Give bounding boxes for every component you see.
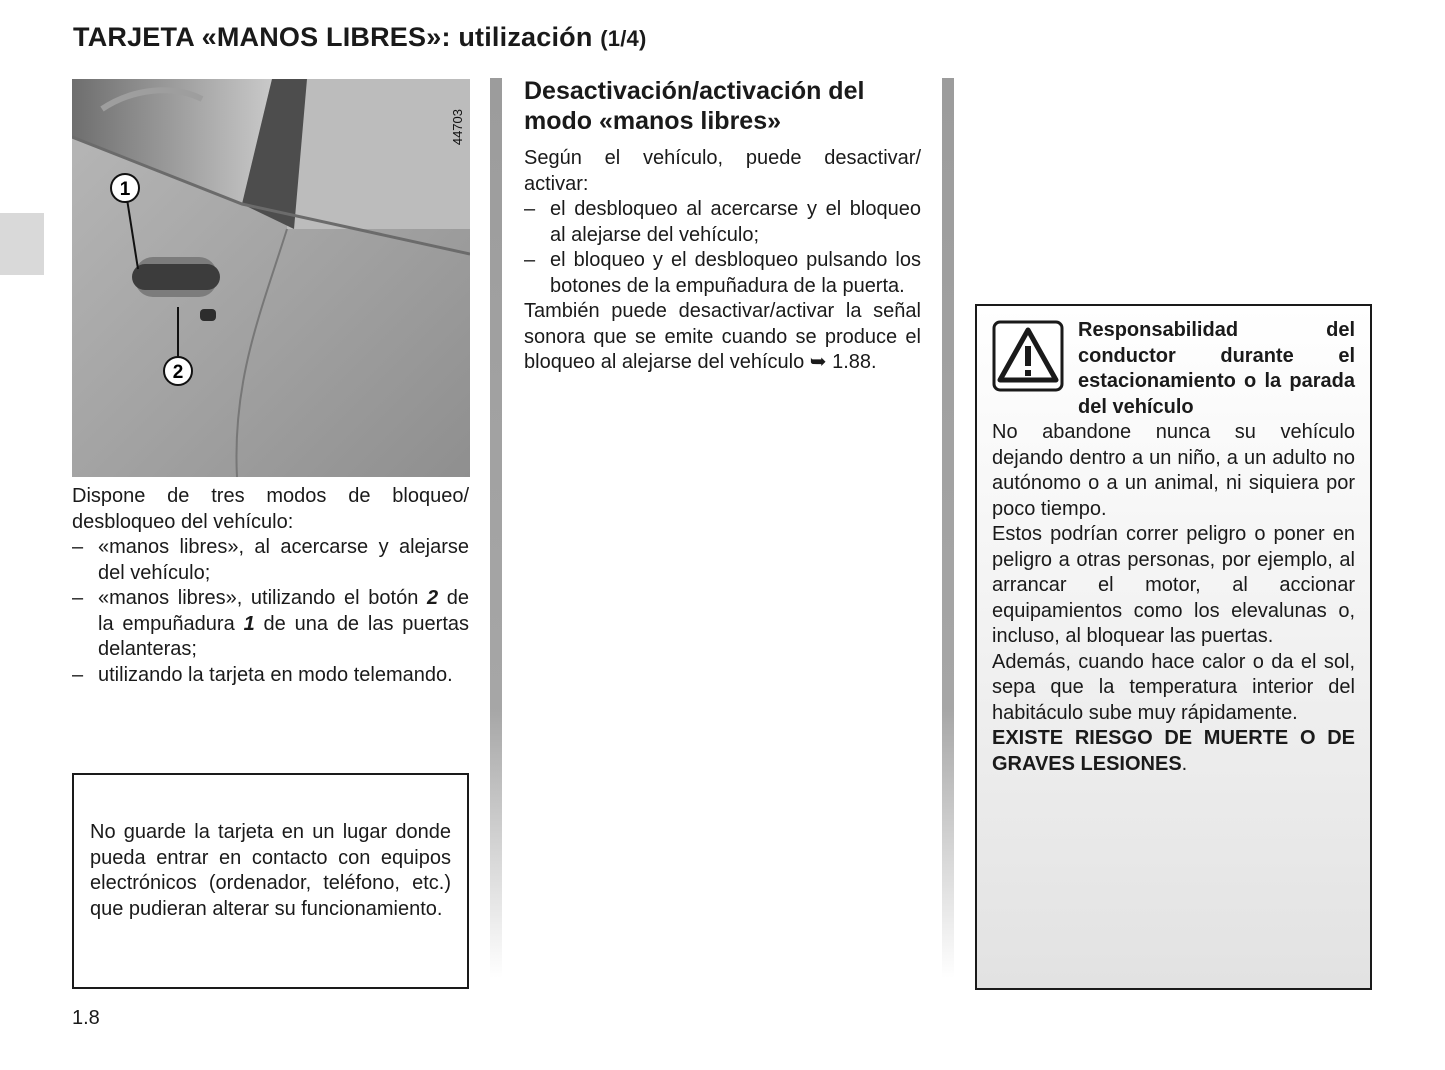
warning-box: [975, 304, 1372, 990]
column-divider-right: [942, 78, 954, 978]
section-heading: Desactivación/activación del modo «manos libres»: [524, 77, 865, 135]
warning-paragraph-3: Además, cuando hace calor o da el sol, sepa que la temperatura interior del habitáculo sube muy rápidamente.: [992, 650, 1355, 724]
note-text: No guarde la tarjeta en un lugar donde pueda entrar en contacto con equipos electrónicos (ordenador, teléfono, etc.) que pudieran alterar su funcionamiento.: [90, 821, 451, 920]
lock-modes-list: [72, 535, 469, 688]
warning-header: [992, 318, 1355, 420]
rear-window: [287, 79, 470, 229]
warning-title: Responsabilidad del conductor durante el estacionamiento o la parada del vehículo: [1078, 319, 1355, 418]
page-ref: 1.88.: [832, 351, 877, 373]
list-item: [72, 586, 469, 663]
chapter-tab: [0, 213, 44, 275]
page-title-part: (1/4): [600, 26, 647, 51]
list-item: – utilizando la tarjeta en modo telemando.: [72, 663, 469, 689]
handle-ref: 1: [243, 612, 255, 635]
left-column-text: [72, 484, 469, 688]
handle-button: [200, 309, 216, 321]
button-ref: 2: [426, 587, 439, 609]
figure-ref-number: 44703: [450, 109, 465, 146]
middle-paragraph: [524, 299, 921, 376]
column-divider-left: [490, 78, 502, 978]
list-item: – «manos libres», al acercarse y alejarse del vehículo;: [72, 535, 469, 586]
door-handle: [132, 264, 220, 290]
callout-label-2: 2: [172, 362, 184, 383]
warning-risk-period: .: [1181, 752, 1188, 775]
middle-column-text: [524, 146, 921, 376]
list-item-text: «manos libres», utilizando el botón: [98, 587, 419, 609]
page-title-main: TARJETA «MANOS LIBRES»: utilización: [73, 22, 593, 52]
list-item-text: de una de las puertas delanteras;: [98, 612, 470, 660]
page-title: [73, 22, 647, 53]
warning-paragraph-4: [992, 726, 1355, 777]
list-item-text: de la empuñadura: [98, 587, 470, 635]
door-handle-figure: [72, 79, 470, 477]
warning-paragraph-2: Estos podrían correr peligro o poner en peligro a otras personas, por ejemplo, al arrancar el motor, al accionar equipamientos como los elevalunas o, incluso, al bloquear las puertas.: [992, 523, 1355, 647]
list-item: – el bloqueo y el desbloqueo pulsando los botones de la empuñadura de la puerta.: [524, 248, 921, 299]
warning-triangle-icon: [992, 320, 1064, 392]
callout-label-1: 1: [119, 179, 131, 200]
page-number: 1.8: [72, 1007, 100, 1029]
door-handle-illustration: [72, 79, 470, 477]
list-item: – el desbloqueo al acercarse y el bloqueo al alejarse del vehículo;: [524, 197, 921, 248]
left-intro: Dispone de tres modos de bloqueo/ desbloqueo del vehículo:: [72, 485, 469, 533]
warning-risk-text: EXISTE RIESGO DE MUERTE O DE GRAVES LESIONES: [992, 727, 1355, 775]
deactivation-options-list: [524, 197, 921, 299]
middle-paragraph-text: También puede desactivar/activar la señal sonora que se emite cuando se produce el bloqueo al alejarse del vehículo: [524, 300, 921, 373]
note-box: [72, 773, 469, 989]
page-ref-arrow-icon: ➥: [809, 351, 827, 373]
warning-paragraph-1: No abandone nunca su vehículo dejando dentro a un niño, a un adulto no autónomo o a un animal, ni siquiera por poco tiempo.: [992, 421, 1355, 520]
middle-intro: Según el vehículo, puede desactivar/ activar:: [524, 147, 921, 195]
